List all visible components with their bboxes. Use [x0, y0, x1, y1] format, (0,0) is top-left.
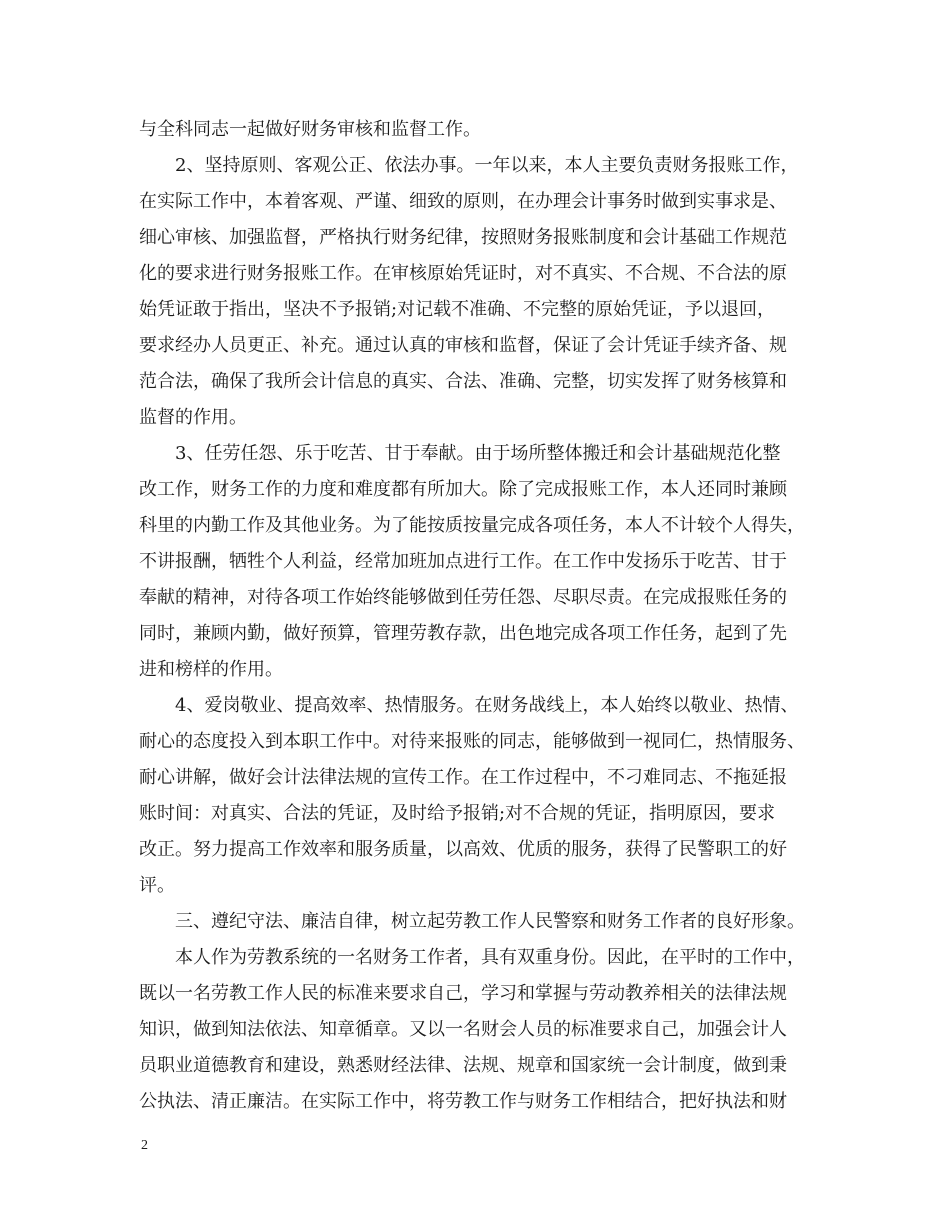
text-line: 同时，兼顾内勤，做好预算，管理劳教存款，出色地完成各项工作任务，起到了先 — [139, 623, 787, 644]
text-line: 细心审核、加强监督，严格执行财务纪律，按照财务报账制度和会计基础工作规范 — [139, 227, 787, 248]
text-line: 知识，做到知法依法、知章循章。又以一名财会人员的标准要求自己，加强会计人 — [139, 1019, 787, 1040]
text-line: 化的要求进行财务报账工作。在审核原始凭证时，对不真实、不合规、不合法的原 — [139, 263, 787, 284]
paragraph-2-heading-line: 2、坚持原则、客观公正、依法办事。一年以来，本人主要负责财务报账工作， — [175, 155, 799, 176]
text-line: 员职业道德教育和建设，熟悉财经法律、法规、规章和国家统一会计制度，做到秉 — [139, 1055, 787, 1076]
text-line: 范合法，确保了我所会计信息的真实、合法、准确、完整，切实发挥了财务核算和 — [139, 371, 787, 392]
text-line: 监督的作用。 — [139, 407, 247, 428]
text-line: 始凭证敢于指出，坚决不予报销;对记载不准确、不完整的原始凭证，予以退回， — [139, 299, 776, 320]
paragraph-3-heading-line: 3、任劳任怨、乐于吃苦、甘于奉献。由于场所整体搬迁和会计基础规范化整 — [175, 443, 781, 464]
text-line: 与全科同志一起做好财务审核和监督工作。 — [139, 119, 481, 140]
text-line: 改正。努力提高工作效率和服务质量，以高效、优质的服务，获得了民警职工的好 — [139, 839, 787, 860]
text-line: 进和榜样的作用。 — [139, 659, 283, 680]
text-line: 不讲报酬，牺牲个人利益，经常加班加点进行工作。在工作中发扬乐于吃苦、甘于 — [139, 551, 787, 572]
text-line: 账时间：对真实、合法的凭证，及时给予报销;对不合规的凭证，指明原因，要求 — [139, 803, 776, 824]
text-line: 科里的内勤工作及其他业务。为了能按质按量完成各项任务，本人不计较个人得失， — [139, 515, 805, 536]
text-line: 评。 — [139, 875, 175, 896]
text-line: 耐心讲解，做好会计法律法规的宣传工作。在工作过程中，不刁难同志、不拖延报 — [139, 767, 787, 788]
text-line: 耐心的态度投入到本职工作中。对待来报账的同志，能够做到一视同仁，热情服务、 — [139, 731, 805, 752]
text-line: 改工作，财务工作的力度和难度都有所加大。除了完成报账工作，本人还同时兼顾 — [139, 479, 787, 500]
text-line: 既以一名劳教工作人民的标准来要求自己，学习和掌握与劳动教养相关的法律法规 — [139, 983, 787, 1004]
text-line: 在实际工作中，本着客观、严谨、细致的原则，在办理会计事务时做到实事求是、 — [139, 191, 787, 212]
text-line: 奉献的精神，对待各项工作始终能够做到任劳任怨、尽职尽责。在完成报账任务的 — [139, 587, 787, 608]
page-number: 2 — [141, 1138, 148, 1153]
section-3-heading: 三、遵纪守法、廉洁自律，树立起劳教工作人民警察和财务工作者的良好形象。 — [175, 911, 805, 932]
text-line: 公执法、清正廉洁。在实际工作中，将劳教工作与财务工作相结合，把好执法和财 — [139, 1091, 787, 1112]
body-text — [139, 112, 829, 1120]
section-3-paragraph-start: 本人作为劳教系统的一名财务工作者，具有双重身份。因此，在平时的工作中， — [175, 947, 805, 968]
paragraph-4-heading-line: 4、爱岗敬业、提高效率、热情服务。在财务战线上，本人始终以敬业、热情、 — [175, 695, 799, 716]
text-line: 要求经办人员更正、补充。通过认真的审核和监督，保证了会计凭证手续齐备、规 — [139, 335, 787, 356]
